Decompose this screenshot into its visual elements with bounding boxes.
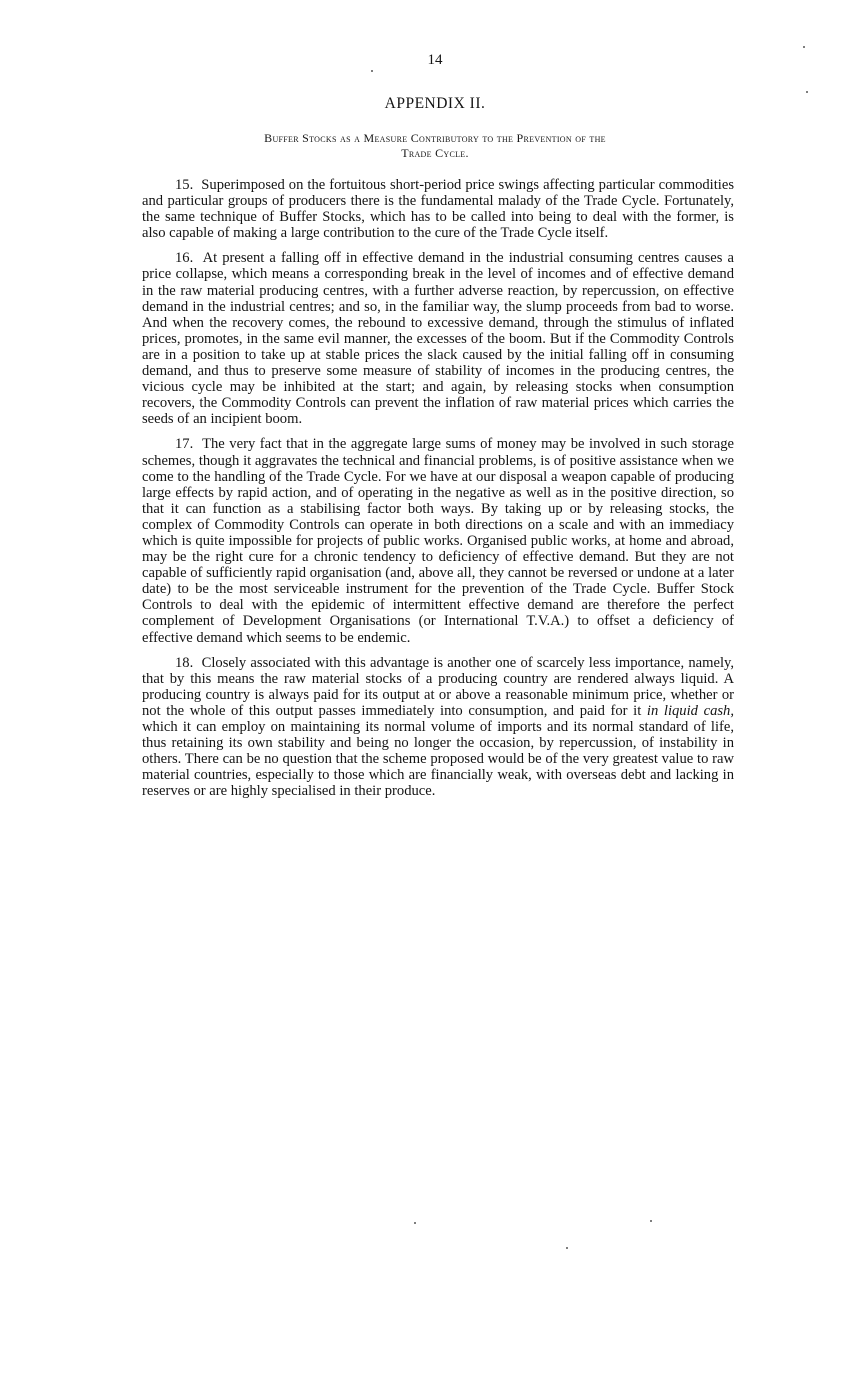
paragraph-16	[142, 250, 734, 427]
scan-speck	[414, 1222, 416, 1224]
scan-speck	[371, 70, 373, 72]
paragraph-17	[142, 436, 734, 645]
paragraph-text: The very fact that in the aggregate large sums of money may be involved in such storage schemes, though it aggravates the technical and financial problems, is of positive assistance when we come to the handling of the Trade Cycle. For we have at our disposal a weapon capable of producing large effects by rapid action, and of operating in the negative as well as in the positive direction, so that it can function as a stabilising factor both ways. By taking up or by releasing stocks, the complex of Commodity Controls can operate in both directions on a scale and with an immediacy which is quite impossible for projects of public works. Organised public works, at home and abroad, may be the right cure for a chronic tendency to deficiency of effective demand. But they are not capable of sufficiently rapid organisation (and, above all, they cannot be reversed or undone at a later date) to be the most serviceable instrument for the prevention of the Trade Cycle. Buffer Stock Controls to deal with the epidemic of intermittent effective demand are therefore the perfect complement of Development Organisations (or International T.V.A.) to offset a deficiency of effective demand which seems to be endemic.	[142, 436, 734, 646]
paragraph-text-start: Closely associated with this advantage is another one of scarcely less importance, namely, that by this means the raw material stocks of a producing country are rendered always liquid. A producing country is always paid for its output at or above a reasonable minimum price, whether or not the whole of this output passes immediately into consumption, and paid for it	[142, 654, 735, 719]
body-text	[142, 177, 734, 808]
scan-speck	[650, 1220, 652, 1222]
scan-speck	[566, 1247, 568, 1249]
paragraph-15	[142, 177, 734, 241]
section-title	[160, 131, 710, 161]
paragraph-italic-phrase: in liquid cash,	[646, 702, 734, 719]
paragraph-number: 16.	[175, 250, 194, 267]
paragraph-number: 18.	[175, 654, 194, 671]
paragraph-18	[142, 655, 734, 800]
appendix-title: APPENDIX II.	[384, 95, 486, 112]
paragraph-text: At present a falling off in effective demand in the industrial consuming centres causes a price collapse, which means a corresponding break in the level of incomes and of effective demand in the raw material producing centres, with a further adverse reaction, by repercussion, on effective demand in the industrial centres; and so, in the familiar way, the slump proceeds from bad to worse. And when the recovery comes, the rebound to excessive demand, through the stimulus of inflated prices, promotes, in the same evil manner, the excesses of the boom. But if the Commodity Controls are in a position to take up at stable prices the slack caused by the initial falling off in consuming demand, and thus to preserve some measure of stability of incomes in the producing centres, the vicious cycle may be inhibited at the start; and again, by releasing stocks when consumption recovers, the Commodity Controls can prevent the inflation of raw material prices which carries the seeds of an incipient boom.	[142, 250, 734, 428]
paragraph-text: Superimposed on the fortuitous short-period price swings affecting particular commodities and particular groups of producers there is the fundamental malady of the Trade Cycle. Fortunately, the same technique of Buffer Stocks, which has to be called into being to deal with the former, is also capable of making a large contribution to the cure of the Trade Cycle itself.	[142, 177, 734, 242]
scan-speck	[803, 46, 805, 48]
paragraph-text-end: which it can employ on maintaining its normal volume of imports and its normal standard of life, thus retaining its own stability and being no longer the occasion, by repercussion, of instability in others. There can be no question that the scheme proposed would be of the very greatest value to raw material countries, especially to those which are financially weak, with overseas debt and lacking in reserves or are highly specialised in their produce.	[142, 719, 734, 800]
page-number: 14	[427, 52, 443, 68]
paragraph-number: 17.	[175, 436, 194, 453]
paragraph-number: 15.	[175, 177, 194, 193]
section-title-line-2: Trade Cycle.	[401, 146, 469, 160]
section-title-line-1: Buffer Stocks as a Measure Contributory to the Prevention of the	[264, 131, 606, 145]
scan-speck	[806, 91, 808, 93]
